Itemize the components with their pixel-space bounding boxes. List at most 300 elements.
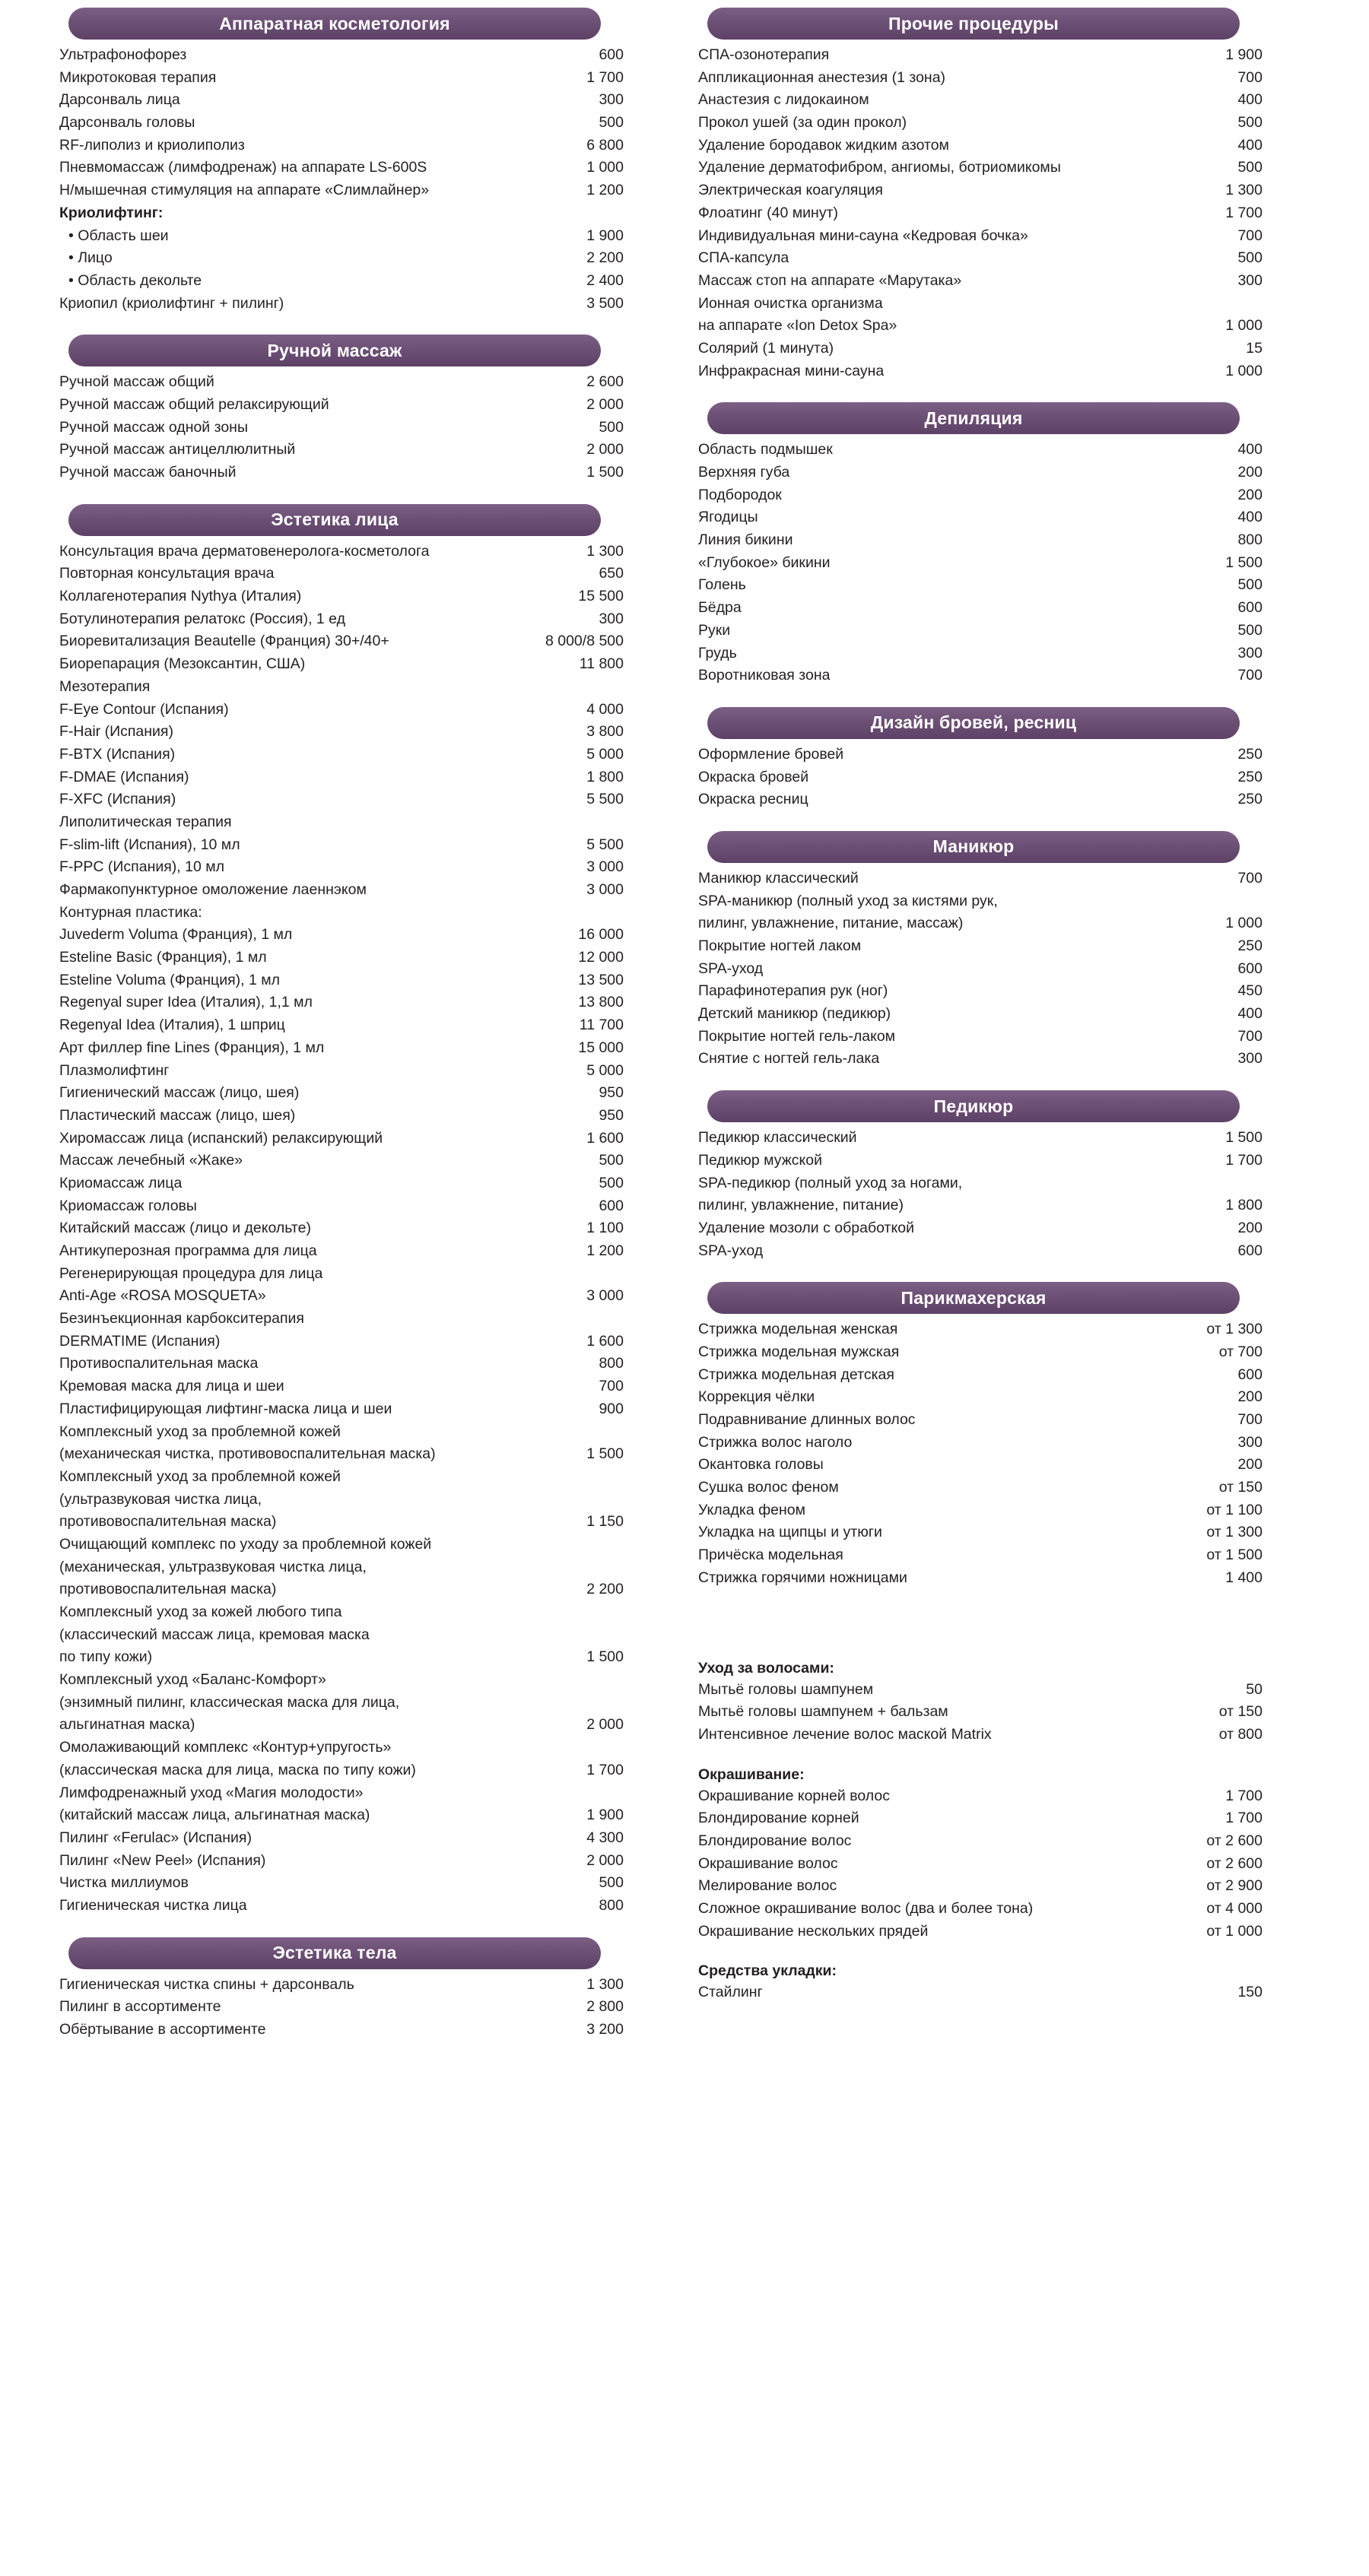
service-price: 1 700	[586, 1761, 624, 1778]
table-row	[46, 585, 624, 608]
table-row	[684, 574, 1263, 597]
table-row	[46, 1804, 624, 1827]
service-name: Подбородок	[698, 486, 782, 503]
table-row	[684, 89, 1263, 112]
service-name: Грудь	[698, 644, 737, 661]
table-row	[46, 1511, 624, 1534]
section-header: Парикмахерская	[707, 1282, 1240, 1314]
table-row	[46, 1489, 624, 1512]
service-name: (классический массаж лица, кремовая маска	[59, 1626, 370, 1643]
service-name: Маникюр классический	[698, 869, 859, 887]
table-row	[684, 1409, 1263, 1432]
table-row	[46, 721, 624, 744]
service-name: F-Hair (Испания)	[59, 723, 173, 741]
service-price: 1 500	[1225, 554, 1263, 571]
table-row	[46, 1737, 624, 1759]
table-row	[684, 44, 1263, 67]
table-row	[46, 1578, 624, 1601]
table-row	[46, 1974, 624, 1997]
price-table	[684, 1127, 1263, 1262]
table-row	[46, 1285, 624, 1308]
service-name: Regenyal Idea (Италия), 1 шприц	[59, 1017, 285, 1034]
service-price: 11 700	[579, 1017, 624, 1034]
table-row	[46, 1782, 624, 1805]
service-name: Прокол ушей (за один прокол)	[698, 114, 907, 132]
service-price	[510, 811, 624, 834]
service-price: 13 800	[578, 994, 624, 1011]
section-header: Маникюр	[707, 831, 1240, 863]
service-price: 700	[1237, 667, 1263, 684]
service-price: 1 300	[586, 542, 624, 560]
service-price: 400	[1237, 91, 1263, 109]
table-row	[46, 1895, 624, 1918]
service-price: 300	[599, 610, 624, 627]
service-name: Антикуперозная программа для лица	[59, 1242, 317, 1259]
service-price: 800	[1237, 531, 1263, 549]
service-name: Ягодицы	[698, 509, 758, 526]
table-row	[684, 980, 1263, 1003]
price-section	[684, 8, 1263, 382]
right-column	[684, 8, 1263, 2018]
service-price: 900	[599, 1400, 624, 1417]
service-name: Окрашивание нескольких прядей	[698, 1922, 929, 1940]
table-row	[684, 439, 1263, 462]
service-price: 1 000	[1225, 915, 1263, 932]
table-row	[46, 202, 624, 225]
service-name: F-DMAE (Испания)	[59, 768, 189, 785]
table-row	[684, 1544, 1263, 1567]
table-row	[684, 506, 1263, 529]
service-price: 15	[1246, 339, 1263, 357]
service-name: Комплексный уход за кожей любого типа	[59, 1604, 342, 1620]
table-row	[46, 1669, 624, 1692]
service-price: 13 500	[578, 971, 624, 988]
service-name: Биоревитализация Beautelle (Франция) 30+/40+	[59, 633, 389, 650]
table-row	[46, 1240, 624, 1263]
service-price: от 150	[1218, 1703, 1263, 1721]
service-name: Ручной массаж одной зоны	[59, 418, 248, 436]
table-row	[684, 1432, 1263, 1455]
service-name: Криомассаж лица	[59, 1174, 183, 1191]
service-price: 1 300	[1225, 182, 1263, 199]
table-row	[684, 484, 1263, 507]
service-price: 1 500	[586, 464, 624, 481]
service-name: Арт филлер fine Lines (Франция), 1 мл	[59, 1039, 325, 1056]
price-subgroup	[684, 1962, 1263, 2004]
service-price: 150	[1237, 1984, 1263, 2001]
service-name: по типу кожи)	[59, 1648, 153, 1666]
service-name: Окраска ресниц	[698, 791, 808, 808]
service-price: 1 900	[1225, 46, 1263, 63]
service-name: DERMATIME (Испания)	[59, 1332, 221, 1350]
table-row	[684, 1830, 1263, 1853]
section-header: Аппаратная косметология	[68, 8, 601, 40]
service-price	[510, 1737, 624, 1759]
service-price: от 700	[1218, 1343, 1263, 1360]
service-price: 5 000	[586, 745, 624, 763]
table-row	[684, 1981, 1263, 2004]
service-name: СПА-капсула	[698, 249, 789, 267]
service-price: 1 000	[1225, 362, 1263, 379]
service-name: • Область шеи	[68, 227, 169, 244]
service-price: 450	[1237, 982, 1263, 1000]
table-row	[684, 462, 1263, 484]
table-row	[46, 1827, 624, 1850]
service-price: от 150	[1218, 1479, 1263, 1496]
table-row	[46, 947, 624, 969]
service-price: 15 000	[578, 1039, 624, 1056]
price-table	[684, 1679, 1263, 1746]
service-name: Esteline Voluma (Франция), 1 мл	[59, 971, 281, 988]
service-price: 1 500	[1225, 1129, 1263, 1147]
service-name: Повторная консультация врача	[59, 565, 275, 582]
price-subgroup	[684, 1660, 1263, 1746]
table-row	[684, 360, 1263, 383]
table-row	[46, 1308, 624, 1331]
table-row	[46, 766, 624, 789]
service-price: 2 600	[586, 373, 624, 391]
table-row	[46, 969, 624, 992]
table-row	[46, 924, 624, 947]
service-price: 200	[1237, 486, 1263, 503]
service-name: Руки	[698, 621, 731, 639]
table-row	[46, 811, 624, 834]
service-name: Обёртывание в ассортименте	[59, 2021, 266, 2038]
table-row	[46, 834, 624, 857]
service-name: противовоспалительная маска)	[59, 1581, 277, 1598]
service-name: SPA-уход	[698, 960, 764, 977]
service-name: Окантовка головы	[698, 1456, 824, 1474]
service-name: F-Eye Contour (Испания)	[59, 700, 229, 718]
section-header: Эстетика лица	[68, 504, 601, 536]
service-name: на аппарате «Ion Detox Spa»	[698, 317, 897, 335]
service-name: SPA-маникюр (полный уход за кистями рук,	[698, 892, 998, 909]
table-row	[684, 1477, 1263, 1499]
service-price: 2 200	[586, 1581, 624, 1598]
price-subgroup	[684, 1766, 1263, 1943]
table-row	[46, 1150, 624, 1172]
table-row	[684, 1026, 1263, 1048]
table-row	[46, 179, 624, 202]
price-table	[684, 44, 1263, 382]
service-price: от 2 600	[1206, 1832, 1263, 1849]
service-name: Сложное окрашивание волос (два и более тона)	[698, 1900, 1034, 1917]
service-price: 400	[1237, 136, 1263, 154]
table-row	[684, 868, 1263, 890]
table-row	[684, 1898, 1263, 1921]
service-name: (механическая, ультразвуковая чистка лица,	[59, 1558, 367, 1575]
price-table	[46, 541, 624, 1918]
table-row	[684, 1003, 1263, 1026]
service-name: Линия бикини	[698, 531, 793, 549]
service-price: 500	[599, 1174, 624, 1191]
section-header: Ручной массаж	[68, 335, 601, 366]
table-row	[684, 1921, 1263, 1943]
service-name: F-XFC (Испания)	[59, 791, 176, 808]
service-price: 1 600	[586, 1332, 624, 1350]
table-row	[684, 744, 1263, 766]
service-name: Детский маникюр (педикюр)	[698, 1005, 891, 1023]
table-row	[46, 1353, 624, 1375]
service-name: альгинатная маска)	[59, 1716, 195, 1734]
table-row	[684, 1150, 1263, 1172]
table-row	[46, 744, 624, 766]
table-row	[46, 1014, 624, 1037]
service-price: 600	[599, 46, 624, 63]
table-row	[684, 1701, 1263, 1724]
table-row	[46, 417, 624, 439]
service-name: Коллагенотерапия Nythya (Италия)	[59, 588, 302, 605]
service-name: Дарсонваль головы	[59, 114, 195, 132]
service-price	[510, 902, 624, 925]
service-price: 300	[599, 91, 624, 109]
table-row	[46, 653, 624, 676]
service-name: Коррекция чёлки	[698, 1388, 815, 1406]
table-row	[684, 270, 1263, 293]
table-row	[684, 766, 1263, 789]
service-name: (ультразвуковая чистка лица,	[59, 1490, 262, 1508]
service-price: 1 000	[1225, 317, 1263, 335]
table-row	[46, 856, 624, 879]
service-price	[1148, 1172, 1263, 1195]
service-name: Подравнивание длинных волос	[698, 1411, 916, 1428]
service-price: 2 000	[586, 395, 624, 413]
service-name: Гигиенический массаж (лицо, шея)	[59, 1084, 300, 1102]
service-name: Ионная очистка организма	[698, 294, 883, 312]
table-row	[684, 225, 1263, 248]
service-price: 800	[599, 1896, 624, 1914]
service-price: 300	[1237, 271, 1263, 289]
table-row	[46, 608, 624, 631]
service-price: 16 000	[578, 926, 624, 944]
service-name: Сушка волос феном	[698, 1479, 839, 1496]
service-price: 500	[1237, 159, 1263, 176]
service-name: Хиромассаж лица (испанский) релаксирующий	[59, 1129, 383, 1147]
table-row	[684, 202, 1263, 225]
service-price: 1 700	[586, 68, 624, 86]
table-row	[46, 157, 624, 179]
service-name: Juvederm Voluma (Франция), 1 мл	[59, 926, 293, 944]
service-price: 600	[1237, 1242, 1263, 1259]
service-price: 2 000	[586, 441, 624, 458]
service-name: Гигиеническая чистка спины + дарсонваль	[59, 1975, 354, 1993]
service-price: 400	[1237, 441, 1263, 458]
service-price: 2 000	[586, 1851, 624, 1869]
service-price	[510, 1556, 624, 1579]
service-name: Мезотерапия	[59, 677, 151, 695]
service-price: 1 100	[586, 1220, 624, 1237]
table-row	[46, 676, 624, 699]
service-price: 1 800	[586, 768, 624, 785]
service-name: пилинг, увлажнение, питание)	[698, 1197, 904, 1214]
service-price: от 1 300	[1206, 1321, 1263, 1338]
service-name: Фармакопунктурное омоложение лаеннэком	[59, 881, 367, 898]
service-price: 2 200	[586, 249, 624, 267]
service-name: Окраска бровей	[698, 768, 809, 785]
table-row	[684, 642, 1263, 665]
service-price: 12 000	[578, 949, 624, 966]
service-name: Ультрафонофорез	[59, 46, 187, 63]
table-row	[684, 890, 1263, 913]
service-price: 500	[599, 1152, 624, 1169]
service-name: (классическая маска для лица, маска по типу кожи)	[59, 1761, 416, 1778]
service-price: 4 000	[586, 700, 624, 718]
service-price: 3 500	[586, 294, 624, 312]
service-price: 200	[1237, 1388, 1263, 1406]
service-name: Очищающий комплекс по уходу за проблемной кожей	[59, 1535, 432, 1553]
service-name: Микротоковая терапия	[59, 68, 217, 86]
service-price: 250	[1237, 768, 1263, 785]
table-row	[684, 597, 1263, 620]
service-price: 300	[1237, 1433, 1263, 1451]
service-price: 1 150	[586, 1513, 624, 1531]
price-section	[684, 402, 1263, 687]
table-row	[46, 788, 624, 811]
table-row	[46, 902, 624, 925]
service-price: 300	[1237, 644, 1263, 661]
table-row	[684, 1318, 1263, 1341]
service-name: Esteline Basic (Франция), 1 мл	[59, 949, 267, 966]
service-price: 1 600	[586, 1129, 624, 1147]
service-price: 3 000	[586, 881, 624, 898]
service-price: 250	[1237, 745, 1263, 763]
table-row	[46, 135, 624, 157]
table-row	[684, 1386, 1263, 1409]
service-name: Педикюр классический	[698, 1129, 857, 1147]
table-row	[46, 1759, 624, 1782]
service-name: Регенерирующая процедура для лица	[59, 1264, 323, 1282]
service-price: 500	[1237, 114, 1263, 132]
service-price: 2 400	[586, 271, 624, 289]
service-price: 200	[1237, 464, 1263, 481]
table-row	[46, 67, 624, 90]
service-name: (энзимный пилинг, классическая маска для лица,	[59, 1693, 400, 1711]
service-name: (китайский массаж лица, альгинатная маска)	[59, 1807, 370, 1824]
service-price: 500	[599, 418, 624, 436]
service-name: Чистка миллиумов	[59, 1874, 189, 1892]
table-row	[684, 1127, 1263, 1150]
service-price: 1 000	[586, 159, 624, 176]
service-name: Контурная пластика:	[59, 903, 202, 921]
service-price	[510, 1466, 624, 1489]
service-price: 5 000	[586, 1061, 624, 1079]
table-row	[46, 1195, 624, 1218]
service-price: 500	[1237, 576, 1263, 594]
service-name: Верхняя губа	[698, 464, 790, 481]
service-price: 1 900	[586, 227, 624, 244]
service-name: Ручной массаж общий	[59, 373, 214, 391]
table-row	[46, 225, 624, 248]
service-price: 500	[599, 1874, 624, 1892]
price-section	[46, 1937, 624, 2041]
service-name: «Глубокое» бикини	[698, 554, 831, 571]
service-price: 650	[599, 565, 624, 582]
service-name: Комплексный уход за проблемной кожей	[59, 1467, 341, 1485]
table-row	[46, 1534, 624, 1556]
service-price	[510, 1624, 624, 1647]
table-row	[684, 1807, 1263, 1830]
service-name: Парафинотерапия рук (ног)	[698, 982, 888, 1000]
service-name: Массаж лечебный «Жаке»	[59, 1152, 243, 1169]
service-name: Криопил (криолифтинг + пилинг)	[59, 294, 284, 312]
service-price: 1 800	[1225, 1197, 1263, 1214]
table-row	[46, 630, 624, 653]
service-price: 600	[1237, 960, 1263, 977]
price-section	[46, 504, 624, 1918]
price-section	[684, 707, 1263, 811]
service-price: 1 500	[586, 1648, 624, 1666]
service-name: Интенсивное лечение волос маской Matrix	[698, 1725, 992, 1743]
service-name: Электрическая коагуляция	[698, 182, 883, 199]
service-name: Солярий (1 минута)	[698, 339, 834, 357]
service-price	[510, 1489, 624, 1512]
table-row	[46, 1105, 624, 1128]
table-row	[684, 529, 1263, 552]
service-name: Regenyal super Idea (Италия), 1,1 мл	[59, 994, 313, 1011]
price-table	[684, 744, 1263, 811]
table-row	[684, 1679, 1263, 1702]
table-row	[684, 1364, 1263, 1387]
service-name: Удаление мозоли с обработкой	[698, 1219, 914, 1236]
table-row	[46, 1331, 624, 1353]
service-name: Анастезия с лидокаином	[698, 91, 869, 109]
service-name: Стрижка волос наголо	[698, 1433, 853, 1451]
section-header: Эстетика тела	[68, 1937, 601, 1969]
service-name: СПА-озонотерапия	[698, 46, 830, 63]
service-price: 400	[1237, 1005, 1263, 1023]
service-price: 700	[1237, 1411, 1263, 1428]
service-name: Оформление бровей	[698, 745, 844, 763]
service-price	[510, 1263, 624, 1286]
table-row	[46, 1128, 624, 1150]
service-name: • Область декольте	[68, 271, 202, 289]
table-row	[46, 112, 624, 135]
table-row	[46, 1421, 624, 1444]
service-name: Укладка феном	[698, 1501, 805, 1518]
table-row	[684, 620, 1263, 642]
service-name: Противоспалительная маска	[59, 1355, 259, 1372]
service-name: Гигиеническая чистка лица	[59, 1896, 247, 1914]
table-row	[684, 788, 1263, 811]
service-name: Мытьё головы шампунем	[698, 1680, 874, 1698]
table-row	[46, 89, 624, 112]
table-row	[684, 1341, 1263, 1364]
table-row	[684, 1521, 1263, 1544]
service-name: RF-липолиз и криолиполиз	[59, 136, 245, 154]
table-row	[46, 1601, 624, 1624]
section-header: Педикюр	[707, 1090, 1240, 1122]
service-price: 500	[1237, 621, 1263, 639]
service-price: 1 900	[586, 1807, 624, 1824]
service-name: Мелирование волос	[698, 1877, 837, 1895]
service-name: Омолаживающий комплекс «Контур+упругость»	[59, 1739, 392, 1756]
service-name: Пилинг в ассортименте	[59, 1998, 221, 2016]
service-name: Пилинг «New Peel» (Испания)	[59, 1851, 266, 1869]
service-name: Инфракрасная мини-сауна	[698, 362, 885, 379]
service-name: F-slim-lift (Испания), 10 мл	[59, 836, 240, 853]
table-row	[46, 1443, 624, 1466]
service-name: Ручной массаж общий релаксирующий	[59, 395, 329, 413]
table-row	[46, 247, 624, 270]
service-price: 1 500	[586, 1445, 624, 1463]
table-row	[46, 1714, 624, 1737]
price-section	[46, 8, 624, 315]
service-price: 2 000	[586, 1716, 624, 1734]
service-name: Массаж стоп на аппарате «Марутака»	[698, 271, 962, 289]
table-row	[46, 1872, 624, 1895]
service-name: Anti-Age «ROSA MOSQUETA»	[59, 1287, 266, 1305]
price-section	[684, 831, 1263, 1071]
